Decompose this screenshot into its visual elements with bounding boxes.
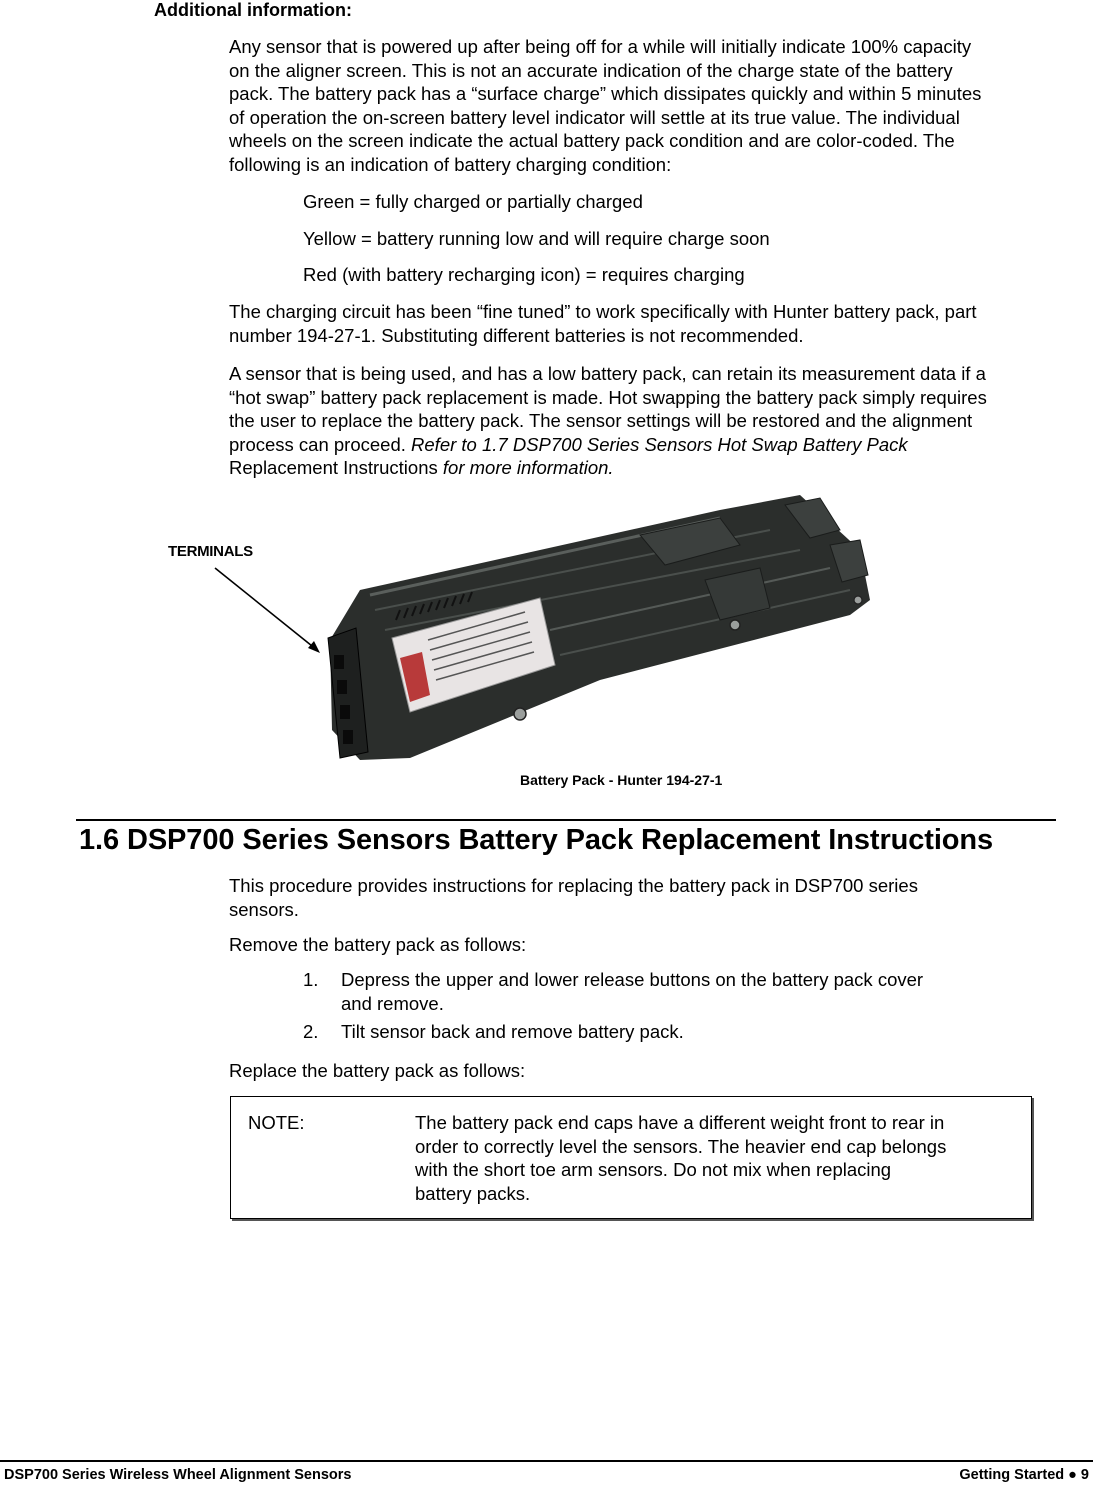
text-line [229,433,1089,457]
text-line: of operation the on-screen battery level indicator will settle at its true value. The individual [229,106,960,128]
text-plain: Replacement Instructions [229,457,438,478]
remove-step-2 [303,1020,1043,1044]
note-text [415,1111,1025,1205]
step-number: 2. [303,1021,319,1042]
reference-link-text: Refer to 1.7 DSP700 Series Sensors Hot Swap Battery Pack [411,433,908,455]
additional-info-heading: Additional information: [154,0,352,20]
step-number: 1. [303,969,319,990]
battery-pack-illustration [160,490,890,765]
text-line [229,456,1089,480]
footer-right: Getting Started ● 9 [959,1467,1089,1483]
figure-caption: Battery Pack - Hunter 194-27-1 [520,772,723,788]
text-line: Depress the upper and lower release buttons on the battery pack cover [341,969,924,990]
text-line: number 194-27-1. Substituting different batteries is not recommended. [229,324,804,346]
battery-pack-figure [160,490,890,765]
text-line: Any sensor that is powered up after being off for a while will initially indicate 100% capacity [229,36,972,57]
text-line: The charging circuit has been “fine tuned” to work specifically with Hunter battery pack, part [229,301,977,322]
replace-heading: Replace the battery pack as follows: [229,1060,526,1081]
text-line: with the short toe arm sensors. Do not mix when replacing [415,1159,892,1180]
text-line: the user to replace the battery pack. The sensor settings will be restored and the alignment [229,410,973,431]
text-line: and remove. [341,992,444,1014]
text-line: battery packs. [415,1182,531,1204]
condition-yellow: Yellow = battery running low and will require charge soon [303,228,770,249]
condition-green: Green = fully charged or partially charged [303,191,643,212]
text-line: wheels on the screen indicate the actual battery pack condition and are color-coded. The [229,130,955,151]
text-italic: for more information. [437,457,614,478]
remove-heading: Remove the battery pack as follows: [229,934,527,955]
remove-step-1 [303,968,1043,1015]
text-line: order to correctly level the sensors. The heavier end cap belongs [415,1135,947,1157]
text-line: sensors. [229,898,299,920]
section-title: 1.6 DSP700 Series Sensors Battery Pack Replacement Instructions [79,824,994,856]
paragraph-battery-indication [229,35,1089,176]
condition-red: Red (with battery recharging icon) = requires charging [303,264,745,285]
text-line: pack. The battery pack has a “surface charge” which dissipates quickly and within 5 minutes [229,83,982,104]
section-intro [229,874,1089,921]
paragraph-hot-swap [229,362,1089,480]
terminals-callout-label: TERMINALS [168,543,253,560]
paragraph-charging-circuit [229,300,1089,347]
footer-left: DSP700 Series Wireless Wheel Alignment Sensors [4,1467,352,1483]
text-line: A sensor that is being used, and has a low battery pack, can retain its measurement data if a [229,363,986,384]
text-line: Tilt sensor back and remove battery pack. [341,1021,684,1042]
note-box [230,1096,1032,1219]
note-label: NOTE: [248,1112,305,1133]
text-plain: process can proceed. [229,433,412,455]
text-line: following is an indication of battery charging condition: [229,153,672,175]
footer-rule [0,1460,1093,1462]
section-divider [76,819,1056,821]
text-line: This procedure provides instructions for replacing the battery pack in DSP700 series [229,875,918,896]
text-line: on the aligner screen. This is not an accurate indication of the charge state of the battery [229,59,953,81]
callout-arrow [215,568,320,653]
battery-body [328,495,870,760]
text-line: “hot swap” battery pack replacement is made. Hot swapping the battery pack simply requires [229,386,987,408]
text-line: The battery pack end caps have a different weight front to rear in [415,1112,945,1133]
